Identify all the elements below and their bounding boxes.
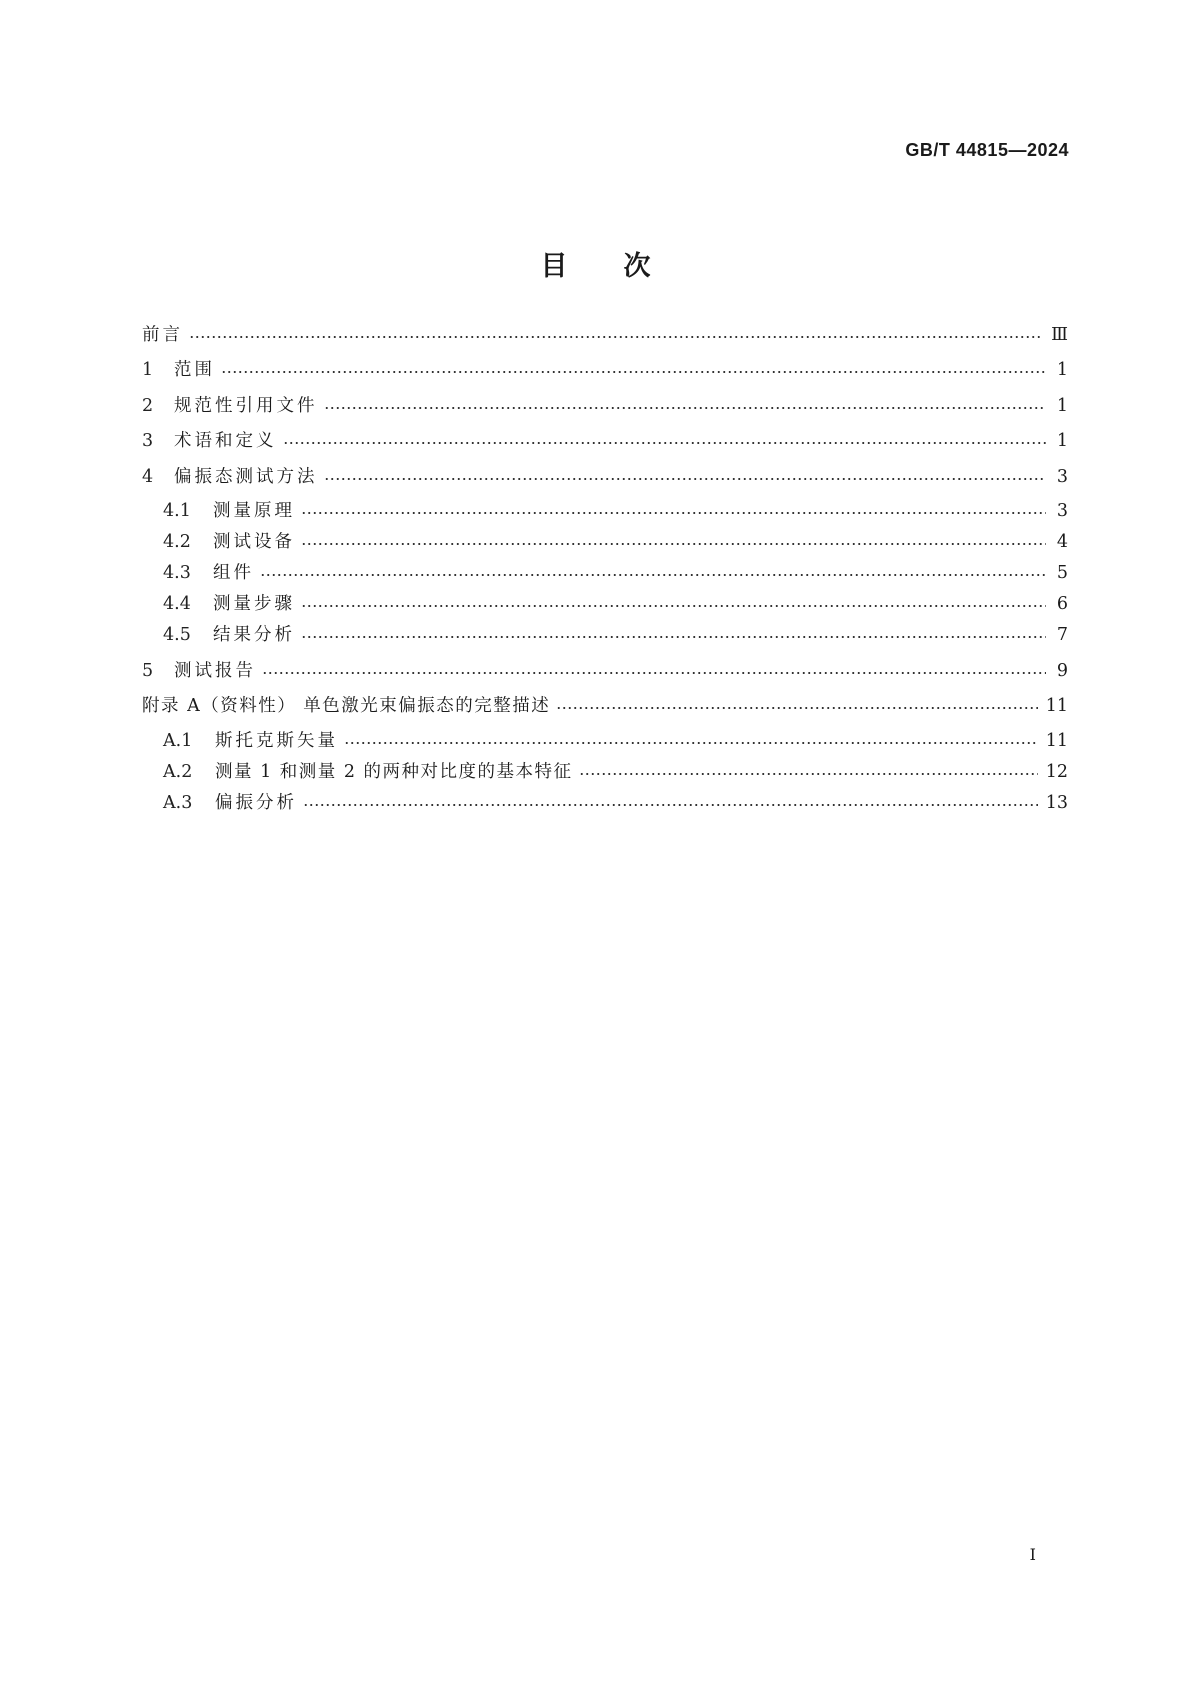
toc-entry-page: 5 xyxy=(1056,563,1068,583)
toc-entry-4-3[interactable] xyxy=(163,559,1068,585)
toc-entry-page: 12 xyxy=(1045,762,1068,782)
toc-entry-number: 4.4 xyxy=(163,594,191,614)
toc-leader-dots xyxy=(301,630,1046,644)
toc-entry-page: 6 xyxy=(1056,594,1068,614)
toc-entry-a-3[interactable] xyxy=(163,789,1068,815)
toc-leader-dots xyxy=(344,736,1038,750)
toc-entry-number: 2 xyxy=(142,396,154,416)
toc-entry-a-2[interactable] xyxy=(163,758,1068,784)
toc-entry-label: 偏振分析 xyxy=(215,793,297,813)
toc-entry-number: 4.5 xyxy=(163,625,191,645)
toc-entry-label: 术语和定义 xyxy=(174,431,277,451)
toc-entry-label: 测量步骤 xyxy=(213,594,295,614)
toc-leader-dots xyxy=(579,767,1038,781)
toc-entry-terms-definitions[interactable] xyxy=(142,427,1068,453)
toc-entry-page: 3 xyxy=(1056,501,1068,521)
toc-entry-label: 测试报告 xyxy=(174,661,256,681)
toc-entry-label: 规范性引用文件 xyxy=(174,396,318,416)
toc-entry-4-1[interactable] xyxy=(163,497,1068,523)
toc-entry-test-report[interactable] xyxy=(142,657,1068,683)
toc-leader-dots xyxy=(556,701,1037,715)
toc-entry-label: 前言 xyxy=(142,325,183,345)
toc-entry-scope[interactable] xyxy=(142,356,1068,382)
toc-entry-label: 范围 xyxy=(174,360,215,380)
toc-entry-label: 测量 1 和测量 2 的两种对比度的基本特征 xyxy=(215,762,573,782)
toc-entry-4-5[interactable] xyxy=(163,621,1068,647)
toc-entry-page: 7 xyxy=(1056,625,1068,645)
toc-entry-label: 偏振态测试方法 xyxy=(174,467,318,487)
toc-leader-dots xyxy=(283,436,1047,450)
toc-leader-dots xyxy=(260,568,1046,582)
toc-leader-dots xyxy=(262,666,1046,680)
toc-leader-dots xyxy=(324,472,1047,486)
toc-entry-4-2[interactable] xyxy=(163,528,1068,554)
toc-entry-label: 斯托克斯矢量 xyxy=(215,731,338,751)
toc-entry-page: 1 xyxy=(1056,431,1068,451)
toc-entry-number: 1 xyxy=(142,360,154,380)
toc-entry-number: A.2 xyxy=(163,762,193,782)
toc-entry-test-method[interactable] xyxy=(142,463,1068,489)
toc-entry-number: 4 xyxy=(142,467,154,487)
toc-entry-page: 9 xyxy=(1056,661,1068,681)
toc-leader-dots xyxy=(301,537,1046,551)
toc-entry-page: 1 xyxy=(1056,396,1068,416)
toc-leader-dots xyxy=(301,506,1046,520)
page-number: I xyxy=(1029,1545,1036,1564)
toc-entry-number: 3 xyxy=(142,431,154,451)
toc-entry-label: 测试设备 xyxy=(213,532,295,552)
toc-entry-a-1[interactable] xyxy=(163,727,1068,753)
toc-entry-number: 5 xyxy=(142,661,154,681)
toc-leader-dots xyxy=(221,365,1046,379)
toc-entry-label: 测量原理 xyxy=(213,501,295,521)
toc-entry-page: 4 xyxy=(1056,532,1068,552)
toc-leader-dots xyxy=(189,330,1043,344)
toc-entry-page: 11 xyxy=(1045,731,1068,751)
table-of-contents xyxy=(142,0,1068,1685)
standard-code: GB/T 44815—2024 xyxy=(905,140,1069,160)
toc-entry-number: A.1 xyxy=(163,731,193,751)
toc-entry-number: A.3 xyxy=(163,793,193,813)
toc-entry-page: 1 xyxy=(1056,360,1068,380)
toc-entry-page: 11 xyxy=(1045,696,1068,716)
toc-entry-page: 13 xyxy=(1045,793,1068,813)
toc-entry-normative-references[interactable] xyxy=(142,392,1068,418)
toc-entry-number: 4.1 xyxy=(163,501,191,521)
toc-entry-label: 组件 xyxy=(213,563,254,583)
toc-entry-appendix-a[interactable] xyxy=(142,692,1068,718)
page-title: 目次 xyxy=(540,251,707,282)
toc-entry-label: 附录 A（资料性） 单色激光束偏振态的完整描述 xyxy=(142,696,551,716)
toc-entry-page: 3 xyxy=(1056,467,1068,487)
toc-leader-dots xyxy=(324,401,1047,415)
toc-entry-number: 4.2 xyxy=(163,532,191,552)
toc-entry-foreword[interactable] xyxy=(142,321,1068,347)
toc-entry-label: 结果分析 xyxy=(213,625,295,645)
toc-leader-dots xyxy=(303,798,1038,812)
toc-entry-number: 4.3 xyxy=(163,563,191,583)
toc-leader-dots xyxy=(301,599,1046,613)
toc-entry-4-4[interactable] xyxy=(163,590,1068,616)
toc-entry-page: Ⅲ xyxy=(1051,325,1068,345)
